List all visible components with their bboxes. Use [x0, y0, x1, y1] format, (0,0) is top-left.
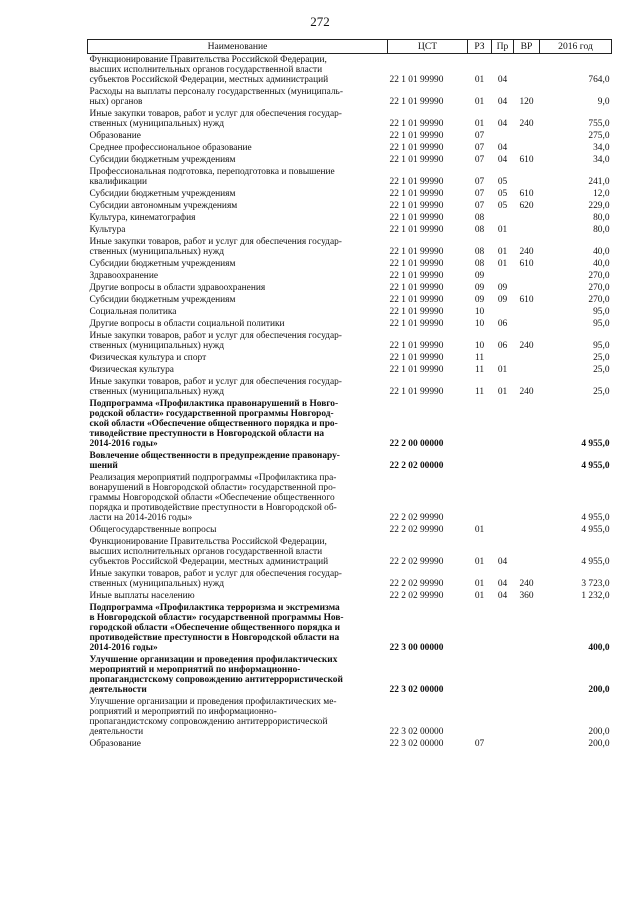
row-rz: [468, 602, 492, 654]
row-cst: 22 1 01 99990: [389, 353, 444, 363]
row-pr: 01: [497, 365, 508, 375]
row-vr: [514, 738, 540, 750]
table-row: [88, 568, 612, 590]
row-rz: 01: [474, 97, 485, 107]
row-rz: 11: [474, 365, 485, 375]
row-vr: [514, 142, 540, 154]
row-vr: [514, 536, 540, 568]
row-pr: 01: [497, 259, 508, 269]
row-pr: 05: [497, 177, 508, 187]
row-cst: 22 3 02 00000: [389, 685, 444, 695]
table-row: [88, 352, 612, 364]
row-amount: 4 955,0: [581, 513, 610, 523]
row-rz: [468, 450, 492, 472]
row-name: Здравоохранение: [89, 271, 158, 281]
row-pr: [492, 696, 514, 738]
row-cst: 22 1 01 99990: [389, 155, 444, 165]
row-rz: [468, 654, 492, 696]
row-pr: 01: [497, 387, 508, 397]
row-cst: 22 1 01 99990: [389, 271, 444, 281]
row-rz: 07: [474, 131, 485, 141]
row-cst: 22 2 00 00000: [389, 439, 444, 449]
row-vr: [514, 130, 540, 142]
row-pr: [492, 602, 514, 654]
row-amount: 241,0: [588, 177, 610, 187]
row-rz: 10: [474, 319, 485, 329]
table-row: [88, 536, 612, 568]
row-vr: [514, 352, 540, 364]
row-pr: 05: [497, 201, 508, 211]
row-pr: 04: [497, 155, 508, 165]
row-amount: 200,0: [588, 727, 610, 737]
row-name: Социальная политика: [89, 307, 177, 317]
row-cst: 22 1 01 99990: [389, 131, 444, 141]
table-row: [88, 696, 612, 738]
table-row: [88, 154, 612, 166]
row-name: Подпрограмма «Профилактика правонарушений в Новго- родской области» государственной программы Новгород- ской области «Обеспечение общественного порядка и про- тиводействие преступности в Новгородской области на 2014-2016 годы»: [89, 399, 339, 449]
table-row: [88, 270, 612, 282]
row-amount: 34,0: [593, 143, 610, 153]
row-name: Иные закупки товаров, работ и услуг для обеспечения государ- ственных (муниципальных) нужд: [89, 331, 342, 351]
row-pr: 09: [497, 295, 508, 305]
row-name: Функционирование Правительства Российской Федерации, высших исполнительных органов государственной власти субъектов Российской Федерации, местных администраций: [89, 537, 329, 567]
row-name: Иные закупки товаров, работ и услуг для обеспечения государ- ственных (муниципальных) нужд: [89, 237, 342, 257]
row-name: Образование: [89, 739, 141, 749]
row-amount: 95,0: [593, 341, 610, 351]
row-amount: 1 232,0: [581, 591, 610, 601]
row-rz: 10: [474, 341, 485, 351]
row-rz: 08: [474, 259, 485, 269]
header-vr: ВР: [514, 40, 540, 54]
table-row: [88, 450, 612, 472]
row-rz: 11: [474, 353, 485, 363]
row-vr: [514, 224, 540, 236]
table-row: [88, 200, 612, 212]
row-name: Улучшение организации и проведения профилактических мероприятий и мероприятий по информационно- пропагандистскому сопровождению антитеррористической деятельности: [89, 655, 343, 695]
row-pr: 04: [497, 97, 508, 107]
row-name: Расходы на выплаты персоналу государственных (муниципаль- ных) органов: [89, 87, 343, 107]
row-cst: 22 1 01 99990: [389, 387, 444, 397]
row-amount: 80,0: [593, 213, 610, 223]
row-cst: 22 1 01 99990: [389, 119, 444, 129]
row-cst: 22 2 02 99990: [389, 579, 444, 589]
row-cst: 22 1 01 99990: [389, 259, 444, 269]
table-row: [88, 212, 612, 224]
row-pr: 04: [497, 591, 508, 601]
row-vr: [514, 472, 540, 524]
row-rz: 01: [474, 591, 485, 601]
row-pr: 01: [497, 225, 508, 235]
table-header-row: [88, 40, 612, 54]
row-rz: 09: [474, 283, 485, 293]
table-row: [88, 258, 612, 270]
header-pr: Пр: [492, 40, 514, 54]
row-amount: 12,0: [593, 189, 610, 199]
row-pr: 01: [497, 247, 508, 257]
row-cst: 22 3 02 00000: [389, 739, 444, 749]
row-amount: 95,0: [593, 307, 610, 317]
table-row: [88, 54, 612, 87]
row-pr: [492, 306, 514, 318]
row-name: Субсидии бюджетным учреждениям: [89, 295, 236, 305]
row-cst: 22 2 02 99990: [389, 557, 444, 567]
table-row: [88, 602, 612, 654]
row-pr: [492, 450, 514, 472]
row-amount: 270,0: [588, 295, 610, 305]
row-pr: [492, 352, 514, 364]
table-row: [88, 654, 612, 696]
row-vr: [514, 398, 540, 450]
page-number: 272: [310, 14, 330, 29]
row-amount: 755,0: [588, 119, 610, 129]
row-amount: 40,0: [593, 259, 610, 269]
row-cst: 22 2 02 99990: [389, 525, 444, 535]
header-cst: ЦСТ: [388, 40, 468, 54]
row-amount: 4 955,0: [581, 439, 610, 449]
row-amount: 229,0: [588, 201, 610, 211]
row-name: Реализация мероприятий подпрограммы «Профилактика пра- вонарушений в Новгородской области» государственной про- граммы Новгородской области «Обеспечение общественного порядка и противодействие преступности в Новгородской об- ласти на 2014-2016 годы»: [89, 473, 337, 523]
row-name: Субсидии бюджетным учреждениям: [89, 189, 236, 199]
row-vr: [514, 524, 540, 536]
row-amount: 9,0: [597, 97, 610, 107]
row-amount: 400,0: [588, 643, 610, 653]
budget-table: [87, 39, 612, 750]
row-name: Подпрограмма «Профилактика терроризма и экстремизма в Новгородской области» государственной программы Нов- городской области «Обеспечение общественного порядка и противодействие преступности в Новгородской области на 2014-2016 годы»: [89, 603, 344, 653]
table-row: [88, 524, 612, 536]
row-pr: [492, 398, 514, 450]
row-pr: 09: [497, 283, 508, 293]
row-vr: 610: [519, 295, 534, 305]
row-vr: 360: [519, 591, 534, 601]
row-rz: 07: [474, 201, 485, 211]
row-amount: 270,0: [588, 283, 610, 293]
row-name: Субсидии автономным учреждениям: [89, 201, 238, 211]
row-name: Общегосударственные вопросы: [89, 525, 217, 535]
row-amount: 25,0: [593, 353, 610, 363]
row-rz: 07: [474, 143, 485, 153]
row-amount: 4 955,0: [581, 557, 610, 567]
row-vr: 610: [519, 259, 534, 269]
table-row: [88, 236, 612, 258]
row-amount: 270,0: [588, 271, 610, 281]
row-name: Субсидии бюджетным учреждениям: [89, 259, 236, 269]
table-row: [88, 188, 612, 200]
row-amount: 200,0: [588, 739, 610, 749]
row-vr: 610: [519, 155, 534, 165]
row-rz: 01: [474, 75, 485, 85]
row-cst: 22 1 01 99990: [389, 177, 444, 187]
row-name: Иные закупки товаров, работ и услуг для обеспечения государ- ственных (муниципальных) нужд: [89, 109, 342, 129]
table-row: [88, 306, 612, 318]
row-cst: 22 1 01 99990: [389, 143, 444, 153]
row-cst: 22 1 01 99990: [389, 213, 444, 223]
row-amount: 80,0: [593, 225, 610, 235]
row-pr: [492, 270, 514, 282]
row-name: Иные закупки товаров, работ и услуг для обеспечения государ- ственных (муниципальных) нужд: [89, 569, 342, 589]
row-name: Другие вопросы в области социальной политики: [89, 319, 285, 329]
row-rz: 11: [474, 387, 485, 397]
table-row: [88, 130, 612, 142]
row-vr: 240: [519, 341, 534, 351]
table-row: [88, 376, 612, 398]
row-vr: 240: [519, 119, 534, 129]
row-vr: [514, 270, 540, 282]
row-pr: [492, 130, 514, 142]
row-vr: [514, 318, 540, 330]
row-pr: 04: [497, 143, 508, 153]
row-amount: 275,0: [588, 131, 610, 141]
table-row: [88, 108, 612, 130]
row-vr: [514, 166, 540, 188]
row-amount: 764,0: [588, 75, 610, 85]
row-amount: 3 723,0: [581, 579, 610, 589]
table-row: [88, 472, 612, 524]
table-row: [88, 86, 612, 108]
row-vr: [514, 654, 540, 696]
row-rz: 01: [474, 557, 485, 567]
row-rz: 09: [474, 271, 485, 281]
row-rz: 08: [474, 213, 485, 223]
row-vr: 620: [519, 201, 534, 211]
row-vr: [514, 364, 540, 376]
row-cst: 22 1 01 99990: [389, 365, 444, 375]
row-vr: [514, 696, 540, 738]
row-rz: 01: [474, 119, 485, 129]
header-rz: РЗ: [468, 40, 492, 54]
row-pr: [492, 524, 514, 536]
row-vr: [514, 282, 540, 294]
row-cst: 22 2 02 99990: [389, 513, 444, 523]
row-name: Профессиональная подготовка, переподготовка и повышение квалификации: [89, 167, 335, 187]
table-row: [88, 364, 612, 376]
row-cst: 22 1 01 99990: [389, 295, 444, 305]
row-vr: 240: [519, 579, 534, 589]
row-pr: [492, 738, 514, 750]
row-name: Улучшение организации и проведения профилактических ме- роприятий и мероприятий по информационно- пропагандистскому сопровождению антитеррористической деятельности: [89, 697, 337, 737]
row-name: Образование: [89, 131, 141, 141]
row-rz: 07: [474, 177, 485, 187]
row-amount: 4 955,0: [581, 525, 610, 535]
row-name: Другие вопросы в области здравоохранения: [89, 283, 266, 293]
row-pr: [492, 654, 514, 696]
row-cst: 22 1 01 99990: [389, 75, 444, 85]
row-rz: [468, 398, 492, 450]
row-amount: 25,0: [593, 387, 610, 397]
row-pr: 04: [497, 119, 508, 129]
row-pr: 04: [497, 557, 508, 567]
row-cst: 22 1 01 99990: [389, 319, 444, 329]
table-row: [88, 318, 612, 330]
row-cst: 22 1 01 99990: [389, 247, 444, 257]
row-cst: 22 1 01 99990: [389, 201, 444, 211]
row-rz: 09: [474, 295, 485, 305]
row-cst: 22 1 01 99990: [389, 97, 444, 107]
row-cst: 22 3 00 00000: [389, 643, 444, 653]
row-rz: 07: [474, 189, 485, 199]
row-name: Субсидии бюджетным учреждениям: [89, 155, 236, 165]
row-name: Культура, кинематография: [89, 213, 196, 223]
row-rz: [468, 696, 492, 738]
row-pr: [492, 472, 514, 524]
row-name: Культура: [89, 225, 126, 235]
row-cst: 22 2 02 99990: [389, 591, 444, 601]
table-row: [88, 738, 612, 750]
row-vr: [514, 212, 540, 224]
row-name: Физическая культура и спорт: [89, 353, 207, 363]
row-name: Физическая культура: [89, 365, 174, 375]
table-row: [88, 294, 612, 306]
row-cst: 22 1 01 99990: [389, 189, 444, 199]
row-pr: 05: [497, 189, 508, 199]
row-vr: 240: [519, 387, 534, 397]
table-row: [88, 224, 612, 236]
row-name: Вовлечение общественности в предупреждение правонару- шений: [89, 451, 340, 471]
table-row: [88, 142, 612, 154]
row-cst: 22 3 02 00000: [389, 727, 444, 737]
row-vr: 240: [519, 247, 534, 257]
row-amount: 40,0: [593, 247, 610, 257]
row-cst: 22 2 02 00000: [389, 461, 444, 471]
row-pr: [492, 212, 514, 224]
table-row: [88, 590, 612, 602]
row-pr: 04: [497, 579, 508, 589]
header-name: Наименование: [88, 40, 388, 54]
row-name: Иные выплаты населению: [89, 591, 195, 601]
row-rz: [468, 472, 492, 524]
row-rz: 10: [474, 307, 485, 317]
row-name: Иные закупки товаров, работ и услуг для обеспечения государ- ственных (муниципальных) нужд: [89, 377, 342, 397]
row-rz: 01: [474, 579, 485, 589]
row-name: Среднее профессиональное образование: [89, 143, 252, 153]
row-cst: 22 1 01 99990: [389, 307, 444, 317]
row-pr: 04: [497, 75, 508, 85]
row-vr: 120: [519, 97, 534, 107]
row-pr: 06: [497, 341, 508, 351]
row-name: Функционирование Правительства Российской Федерации, высших исполнительных органов государственной власти субъектов Российской Федерации, местных администраций: [89, 55, 329, 85]
row-vr: [514, 306, 540, 318]
row-vr: 610: [519, 189, 534, 199]
row-vr: [514, 450, 540, 472]
row-rz: 08: [474, 225, 485, 235]
row-vr: [514, 602, 540, 654]
table-row: [88, 330, 612, 352]
table-row: [88, 398, 612, 450]
row-amount: 25,0: [593, 365, 610, 375]
table-row: [88, 166, 612, 188]
row-amount: 4 955,0: [581, 461, 610, 471]
row-rz: 07: [474, 739, 485, 749]
row-amount: 200,0: [588, 685, 610, 695]
row-rz: 07: [474, 155, 485, 165]
row-amount: 95,0: [593, 319, 610, 329]
header-year: 2016 год: [540, 40, 612, 54]
row-rz: 01: [474, 525, 485, 535]
row-cst: 22 1 01 99990: [389, 283, 444, 293]
row-cst: 22 1 01 99990: [389, 341, 444, 351]
row-rz: 08: [474, 247, 485, 257]
table-body: [88, 54, 612, 751]
row-vr: [514, 54, 540, 87]
row-pr: 06: [497, 319, 508, 329]
row-amount: 34,0: [593, 155, 610, 165]
table-row: [88, 282, 612, 294]
row-cst: 22 1 01 99990: [389, 225, 444, 235]
